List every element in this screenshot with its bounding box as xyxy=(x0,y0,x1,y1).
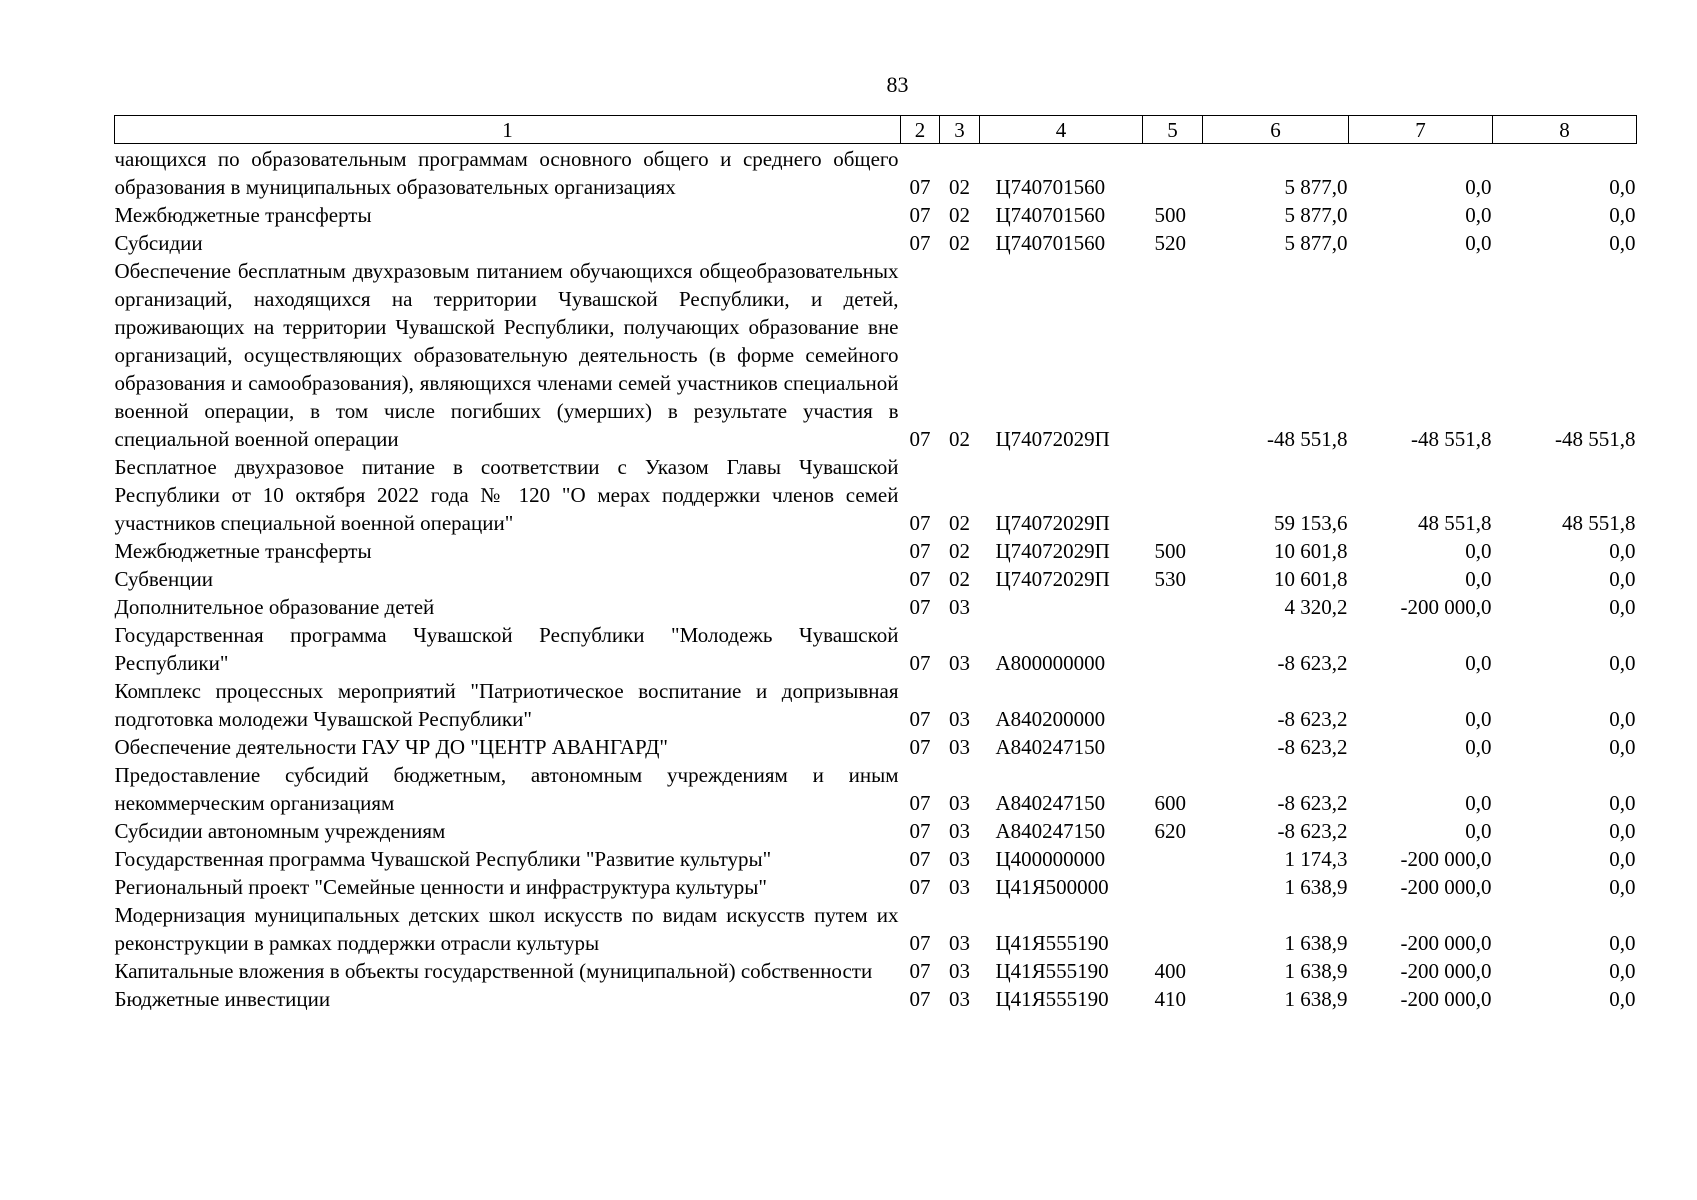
subsection-code: 02 xyxy=(949,567,970,591)
target-article-code: Ц400000000 xyxy=(995,847,1106,871)
amount-col-8: 0,0 xyxy=(1609,959,1636,983)
amount-col-7: 0,0 xyxy=(1465,707,1492,731)
expense-type-code xyxy=(1143,845,1203,873)
table-row xyxy=(115,677,1637,733)
amount-col-7: 0,0 xyxy=(1465,567,1492,591)
target-article-code: А840247150 xyxy=(995,819,1106,843)
amount-col-8: 0,0 xyxy=(1609,539,1636,563)
amount-col-8: -48 551,8 xyxy=(1555,427,1636,451)
target-article-code: А840247150 xyxy=(995,791,1106,815)
expense-type-code: 620 xyxy=(1154,819,1186,843)
item-name: Межбюджетные трансферты xyxy=(114,539,372,563)
section-code: 07 xyxy=(909,427,931,451)
item-name: Бюджетные инвестиции xyxy=(114,987,331,1011)
table-row xyxy=(115,453,1637,537)
column-header-1: 1 xyxy=(115,116,901,144)
column-header-5: 5 xyxy=(1143,116,1203,144)
section-code: 07 xyxy=(909,819,931,843)
section-code: 07 xyxy=(909,791,931,815)
section-code: 07 xyxy=(909,987,931,1011)
expense-type-code: 410 xyxy=(1154,987,1186,1011)
header-row xyxy=(115,116,1637,144)
target-article-code: А840200000 xyxy=(995,707,1106,731)
amount-col-7: 0,0 xyxy=(1465,791,1492,815)
table-row xyxy=(115,901,1637,957)
amount-col-8: 0,0 xyxy=(1609,595,1636,619)
item-name: Межбюджетные трансферты xyxy=(114,203,372,227)
table-row xyxy=(115,985,1637,1013)
amount-col-7: -48 551,8 xyxy=(1411,427,1492,451)
column-header-2: 2 xyxy=(901,116,940,144)
table-row xyxy=(115,845,1637,873)
subsection-code: 02 xyxy=(949,511,970,535)
expense-type-code xyxy=(1143,453,1203,537)
amount-col-7: 0,0 xyxy=(1465,539,1492,563)
target-article-code: Ц74072029П xyxy=(995,427,1110,451)
amount-col-6: 4 320,2 xyxy=(1284,595,1348,619)
expense-type-code: 520 xyxy=(1154,231,1186,255)
amount-col-6: 5 877,0 xyxy=(1284,203,1348,227)
amount-col-8: 0,0 xyxy=(1609,819,1636,843)
expense-type-code xyxy=(1143,257,1203,453)
section-code: 07 xyxy=(909,567,931,591)
amount-col-6: -8 623,2 xyxy=(1277,651,1348,675)
amount-col-7: 0,0 xyxy=(1465,175,1492,199)
column-header-3: 3 xyxy=(940,116,980,144)
target-article-code: Ц41Я500000 xyxy=(995,875,1109,899)
amount-col-6: 59 153,6 xyxy=(1274,511,1348,535)
amount-col-6: -8 623,2 xyxy=(1277,791,1348,815)
table-row xyxy=(115,257,1637,453)
subsection-code: 03 xyxy=(949,875,970,899)
subsection-code: 03 xyxy=(949,819,970,843)
amount-col-6: 10 601,8 xyxy=(1274,567,1348,591)
amount-col-7: -200 000,0 xyxy=(1400,595,1492,619)
expense-type-code xyxy=(1143,593,1203,621)
expense-type-code xyxy=(1143,733,1203,761)
item-name: Комплекс процессных мероприятий "Патриотическое воспитание и допризывная подготовка молодежи Чувашской Республики" xyxy=(114,679,899,731)
amount-col-6: 1 174,3 xyxy=(1284,847,1348,871)
expense-type-code xyxy=(1143,144,1203,202)
amount-col-7: -200 000,0 xyxy=(1400,959,1492,983)
section-code: 07 xyxy=(909,707,931,731)
item-name: Бесплатное двухразовое питание в соответствии с Указом Главы Чувашской Республики от 10 октября 2022 года № 120 "О мерах поддержки членов семей участников специальной военной операции" xyxy=(114,455,899,535)
table-body xyxy=(115,144,1637,1014)
amount-col-8: 0,0 xyxy=(1609,651,1636,675)
table-row xyxy=(115,201,1637,229)
subsection-code: 03 xyxy=(949,735,970,759)
amount-col-6: 1 638,9 xyxy=(1284,875,1348,899)
amount-col-6: -48 551,8 xyxy=(1267,427,1348,451)
target-article-code: Ц74072029П xyxy=(995,567,1110,591)
item-name: Государственная программа Чувашской Республики "Молодежь Чувашской Республики" xyxy=(114,623,899,675)
amount-col-8: 0,0 xyxy=(1609,987,1636,1011)
section-code: 07 xyxy=(909,735,931,759)
table-row xyxy=(115,621,1637,677)
expense-type-code xyxy=(1143,677,1203,733)
item-name: Субсидии автономным учреждениям xyxy=(114,819,446,843)
subsection-code: 03 xyxy=(949,595,970,619)
section-code: 07 xyxy=(909,959,931,983)
subsection-code: 02 xyxy=(949,539,970,563)
expense-type-code xyxy=(1143,901,1203,957)
target-article-code: Ц740701560 xyxy=(995,175,1106,199)
subsection-code: 03 xyxy=(949,791,970,815)
target-article-code: А840247150 xyxy=(995,735,1106,759)
target-article-code: Ц41Я555190 xyxy=(995,931,1109,955)
subsection-code: 03 xyxy=(949,847,970,871)
amount-col-7: 0,0 xyxy=(1465,735,1492,759)
amount-col-6: -8 623,2 xyxy=(1277,707,1348,731)
amount-col-7: 0,0 xyxy=(1465,231,1492,255)
table-row xyxy=(115,229,1637,257)
column-header-7: 7 xyxy=(1349,116,1493,144)
item-name: Субсидии xyxy=(114,231,203,255)
table-row xyxy=(115,873,1637,901)
expense-type-code xyxy=(1143,621,1203,677)
subsection-code: 03 xyxy=(949,987,970,1011)
amount-col-6: 10 601,8 xyxy=(1274,539,1348,563)
target-article-code: Ц74072029П xyxy=(995,511,1110,535)
amount-col-6: 5 877,0 xyxy=(1284,231,1348,255)
target-article-code: Ц740701560 xyxy=(995,203,1106,227)
target-article-code xyxy=(980,593,1143,621)
expense-type-code: 600 xyxy=(1154,791,1186,815)
subsection-code: 02 xyxy=(949,231,970,255)
table-row xyxy=(115,817,1637,845)
column-header-8: 8 xyxy=(1493,116,1637,144)
subsection-code: 03 xyxy=(949,959,970,983)
item-name: Государственная программа Чувашской Республики "Развитие культуры" xyxy=(114,847,772,871)
amount-col-6: -8 623,2 xyxy=(1277,735,1348,759)
amount-col-6: 5 877,0 xyxy=(1284,175,1348,199)
table-row xyxy=(115,537,1637,565)
section-code: 07 xyxy=(909,175,931,199)
amount-col-7: 0,0 xyxy=(1465,203,1492,227)
section-code: 07 xyxy=(909,847,931,871)
amount-col-7: 48 551,8 xyxy=(1418,511,1492,535)
amount-col-6: 1 638,9 xyxy=(1284,987,1348,1011)
subsection-code: 02 xyxy=(949,175,970,199)
amount-col-6: 1 638,9 xyxy=(1284,959,1348,983)
section-code: 07 xyxy=(909,595,931,619)
amount-col-8: 0,0 xyxy=(1609,875,1636,899)
expense-type-code: 500 xyxy=(1154,539,1186,563)
budget-table xyxy=(114,115,1637,1013)
item-name: Региональный проект "Семейные ценности и инфраструктура культуры" xyxy=(114,875,767,899)
section-code: 07 xyxy=(909,931,931,955)
amount-col-7: -200 000,0 xyxy=(1400,987,1492,1011)
amount-col-8: 0,0 xyxy=(1609,175,1636,199)
amount-col-7: -200 000,0 xyxy=(1400,875,1492,899)
item-name: чающихся по образовательным программам основного общего и среднего общего образования в муниципальных образовательных организациях xyxy=(114,147,899,199)
subsection-code: 03 xyxy=(949,651,970,675)
item-name: Субвенции xyxy=(114,567,213,591)
amount-col-8: 0,0 xyxy=(1609,567,1636,591)
amount-col-8: 0,0 xyxy=(1609,231,1636,255)
table-row xyxy=(115,593,1637,621)
amount-col-7: 0,0 xyxy=(1465,651,1492,675)
section-code: 07 xyxy=(909,539,931,563)
item-name: Обеспечение бесплатным двухразовым питанием обучающихся общеобразовательных организаций, находящихся на территории Чувашской Республики, и детей, проживающих на территории Чувашской Республики, получающих образование вне организаций, осуществляющих образовательную деятельность (в форме семейного образования и самообразования), являющихся членами семей участников специальной военной операции, в том числе погибших (умерших) в результате участия в специальной военной операции xyxy=(114,259,899,451)
target-article-code: А800000000 xyxy=(995,651,1106,675)
amount-col-8: 0,0 xyxy=(1609,847,1636,871)
expense-type-code: 500 xyxy=(1154,203,1186,227)
amount-col-8: 0,0 xyxy=(1609,735,1636,759)
subsection-code: 03 xyxy=(949,707,970,731)
section-code: 07 xyxy=(909,651,931,675)
table-row xyxy=(115,565,1637,593)
item-name: Предоставление субсидий бюджетным, автономным учреждениям и иным некоммерческим организациям xyxy=(114,763,899,815)
table-row xyxy=(115,733,1637,761)
item-name: Модернизация муниципальных детских школ искусств по видам искусств путем их реконструкции в рамках поддержки отрасли культуры xyxy=(114,903,899,955)
amount-col-8: 48 551,8 xyxy=(1562,511,1636,535)
section-code: 07 xyxy=(909,203,931,227)
subsection-code: 02 xyxy=(949,203,970,227)
item-name: Капитальные вложения в объекты государственной (муниципальной) собственности xyxy=(114,959,873,983)
item-name: Обеспечение деятельности ГАУ ЧР ДО "ЦЕНТР АВАНГАРД" xyxy=(114,735,668,759)
section-code: 07 xyxy=(909,511,931,535)
amount-col-7: -200 000,0 xyxy=(1400,931,1492,955)
amount-col-6: -8 623,2 xyxy=(1277,819,1348,843)
column-header-4: 4 xyxy=(980,116,1143,144)
target-article-code: Ц74072029П xyxy=(995,539,1110,563)
amount-col-6: 1 638,9 xyxy=(1284,931,1348,955)
table-row xyxy=(115,761,1637,817)
amount-col-8: 0,0 xyxy=(1609,931,1636,955)
item-name: Дополнительное образование детей xyxy=(114,595,435,619)
amount-col-8: 0,0 xyxy=(1609,203,1636,227)
column-header-6: 6 xyxy=(1203,116,1349,144)
target-article-code: Ц41Я555190 xyxy=(995,987,1109,1011)
amount-col-8: 0,0 xyxy=(1609,707,1636,731)
subsection-code: 03 xyxy=(949,931,970,955)
table-row xyxy=(115,957,1637,985)
target-article-code: Ц41Я555190 xyxy=(995,959,1109,983)
table-row xyxy=(115,144,1637,202)
section-code: 07 xyxy=(909,875,931,899)
expense-type-code: 530 xyxy=(1154,567,1186,591)
target-article-code: Ц740701560 xyxy=(995,231,1106,255)
page-number: 83 xyxy=(886,72,909,97)
subsection-code: 02 xyxy=(949,427,970,451)
amount-col-7: 0,0 xyxy=(1465,819,1492,843)
expense-type-code xyxy=(1143,873,1203,901)
section-code: 07 xyxy=(909,231,931,255)
expense-type-code: 400 xyxy=(1154,959,1186,983)
amount-col-8: 0,0 xyxy=(1609,791,1636,815)
amount-col-7: -200 000,0 xyxy=(1400,847,1492,871)
